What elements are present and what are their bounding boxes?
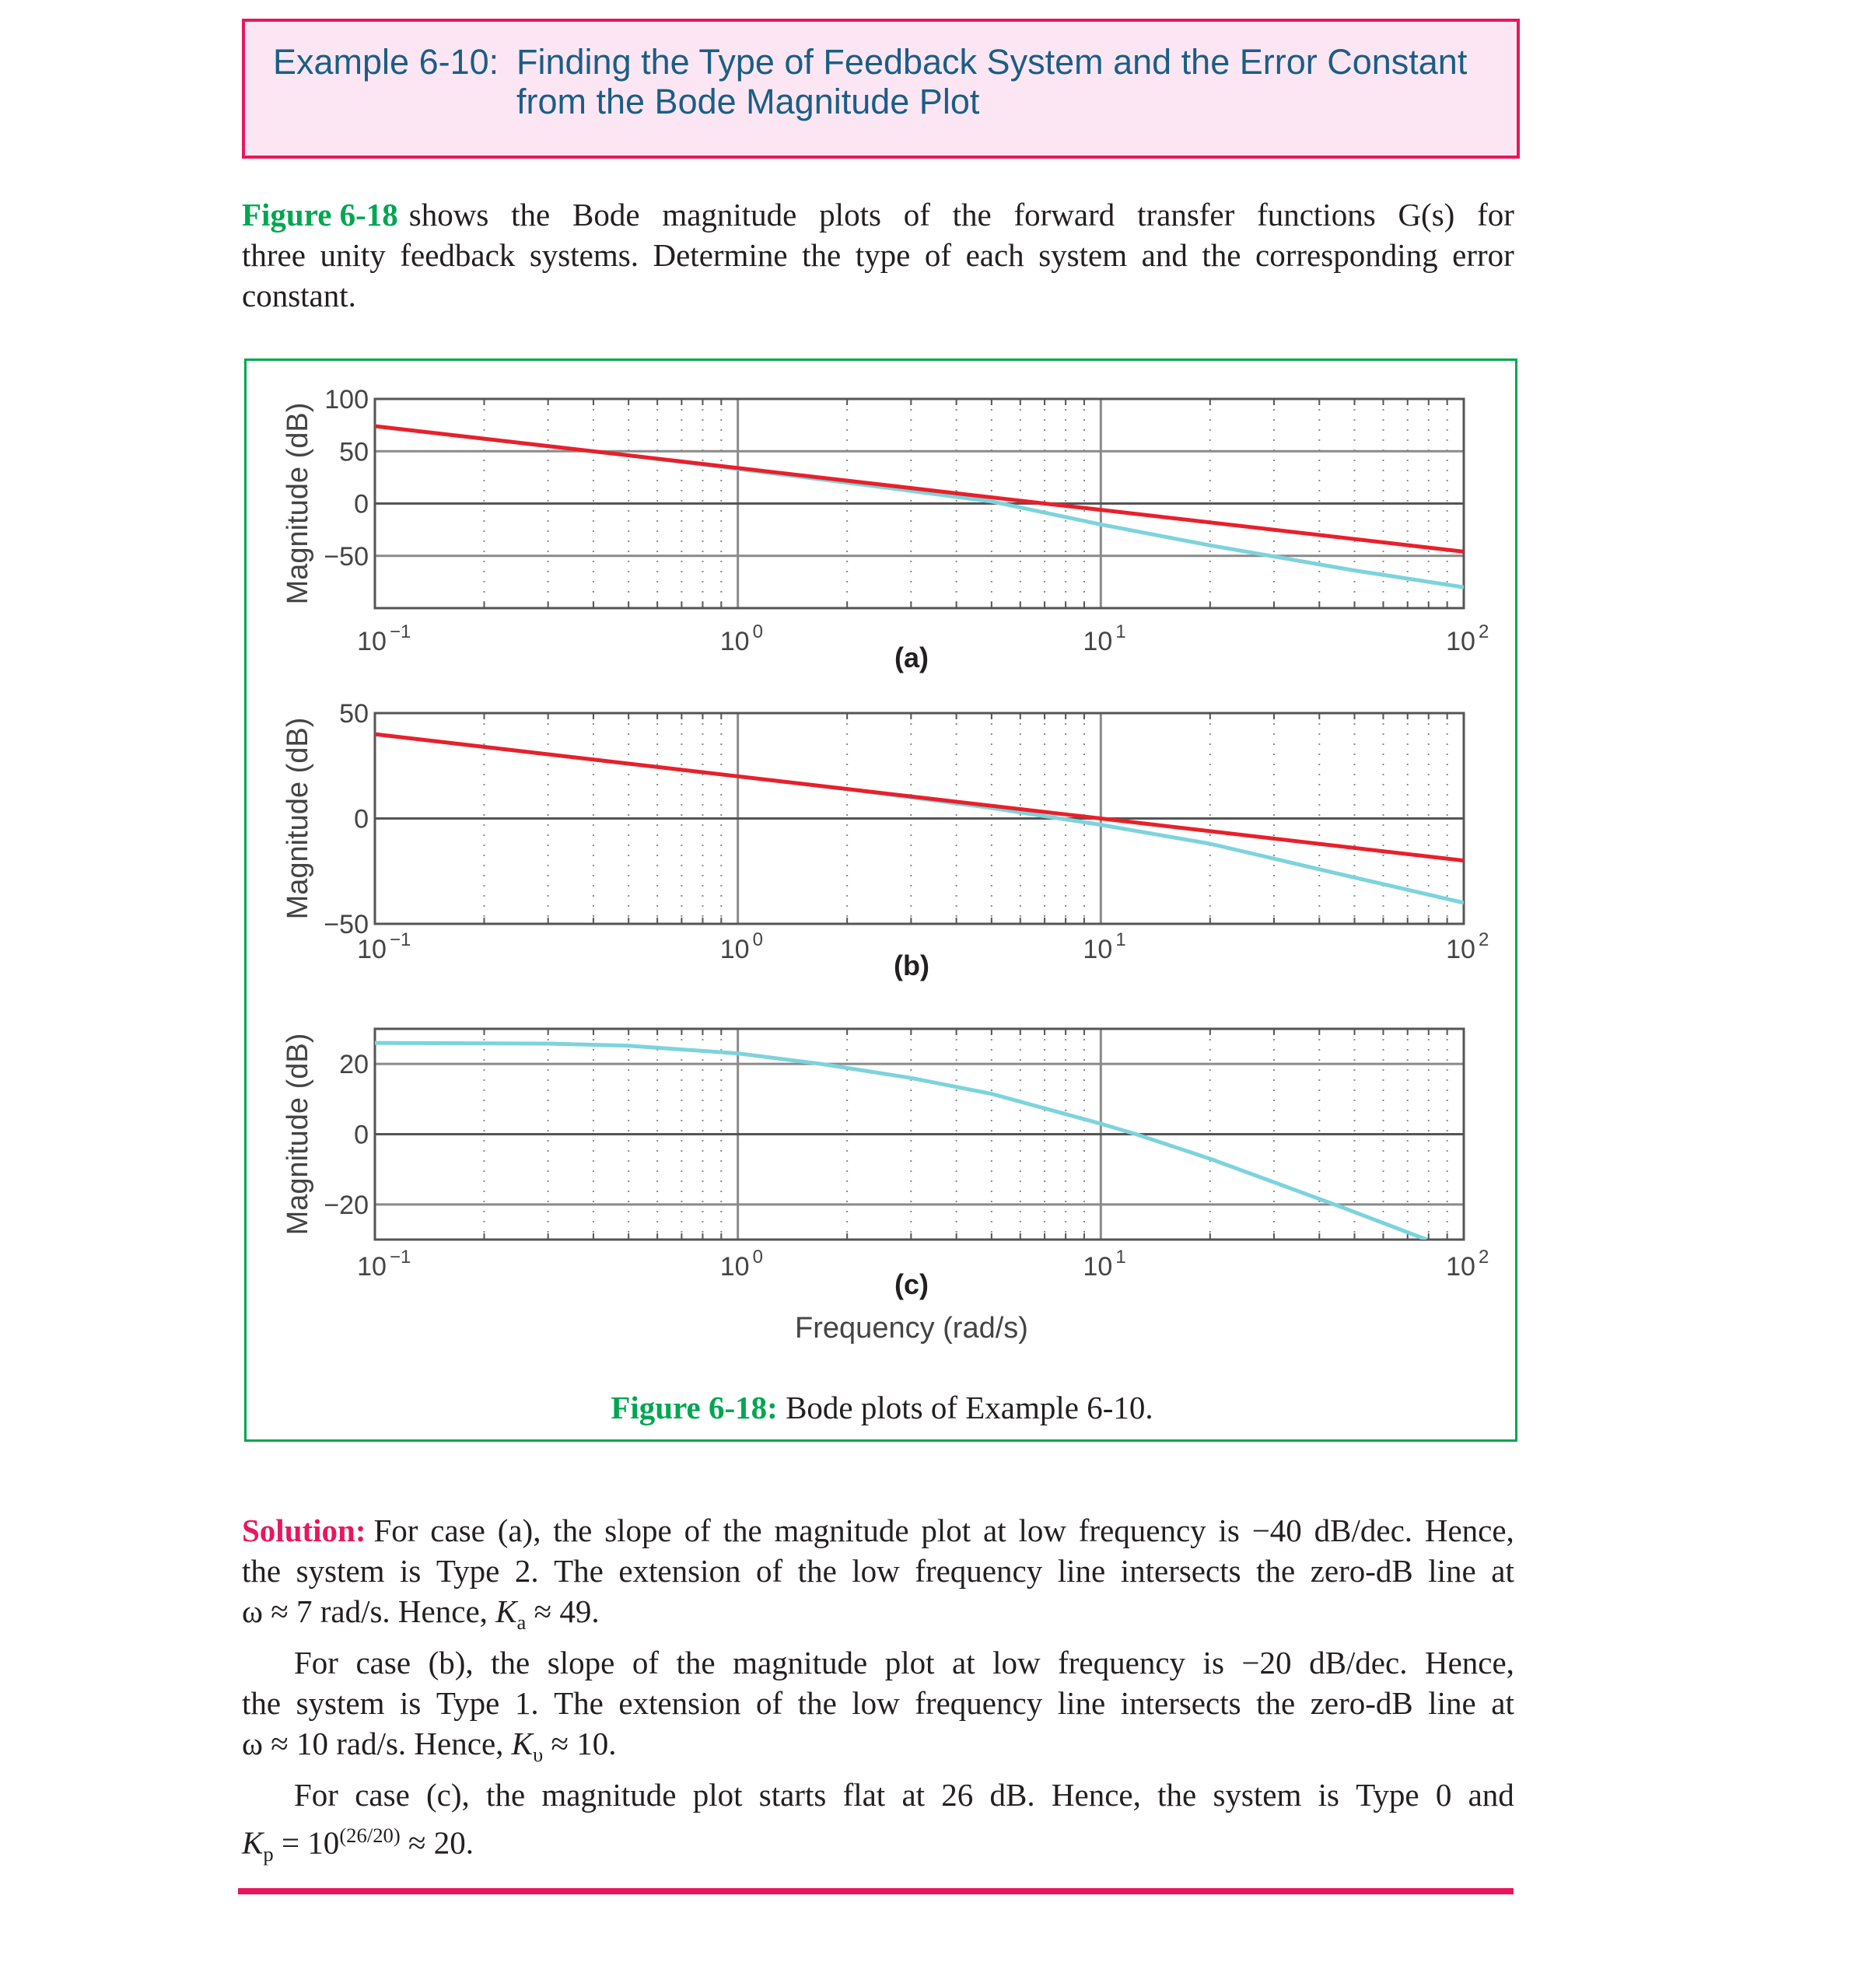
word: the bbox=[797, 1685, 837, 1722]
panel-label: (c) bbox=[894, 1268, 929, 1300]
solution-line-6 bbox=[242, 1723, 1514, 1775]
x-tick-exponent: 2 bbox=[1479, 929, 1489, 950]
word: plot bbox=[692, 1777, 743, 1813]
x-tick-exponent: 1 bbox=[1115, 621, 1126, 642]
word: the bbox=[676, 1645, 716, 1681]
x-tick-exponent: −1 bbox=[390, 1247, 411, 1268]
word: for bbox=[1477, 197, 1514, 233]
word: Type bbox=[436, 1553, 500, 1589]
word: is bbox=[400, 1685, 422, 1722]
x-tick-label: 10 bbox=[1446, 627, 1475, 656]
word: extension bbox=[618, 1685, 741, 1722]
word: extension bbox=[618, 1553, 741, 1589]
word: of bbox=[632, 1645, 659, 1681]
word: line bbox=[1057, 1553, 1106, 1589]
x-tick-label: 10 bbox=[719, 935, 750, 964]
x-tick-label: 10 bbox=[1083, 935, 1113, 964]
word: transfer bbox=[1137, 197, 1235, 233]
word: The bbox=[554, 1685, 604, 1722]
series-asymptote bbox=[375, 734, 1464, 861]
sol-l3-post: ≈ 49. bbox=[526, 1593, 600, 1629]
word: low bbox=[1018, 1513, 1066, 1548]
word: Type bbox=[1356, 1777, 1419, 1813]
y-tick-label: 0 bbox=[354, 1120, 369, 1150]
solution-label: Solution: bbox=[242, 1513, 366, 1548]
word: 2. bbox=[514, 1553, 539, 1589]
word: Bode bbox=[572, 197, 640, 233]
word: −20 bbox=[1241, 1645, 1292, 1681]
word: corresponding bbox=[1255, 237, 1438, 273]
bottom-rule bbox=[238, 1888, 1514, 1894]
y-tick-label: 100 bbox=[324, 385, 369, 414]
sol-l8-post: ≈ 20. bbox=[400, 1825, 474, 1862]
word: 0 bbox=[1435, 1777, 1452, 1813]
x-tick-label: 10 bbox=[1446, 1252, 1475, 1282]
panel-label: (a) bbox=[894, 642, 929, 673]
word: G(s) bbox=[1398, 197, 1455, 233]
word: low bbox=[852, 1553, 900, 1589]
word: each bbox=[965, 237, 1024, 273]
word: of bbox=[684, 1513, 711, 1548]
word: the bbox=[1256, 1553, 1296, 1589]
sol-l8-k: K bbox=[242, 1825, 264, 1862]
word: the bbox=[486, 1777, 526, 1813]
word: low bbox=[852, 1685, 900, 1722]
word: case bbox=[355, 1645, 411, 1681]
bode-plot-c bbox=[282, 1029, 1489, 1345]
word: the bbox=[797, 1553, 837, 1589]
word: system bbox=[296, 1685, 385, 1722]
solution-line-2 bbox=[242, 1551, 1514, 1591]
word: the bbox=[242, 1685, 282, 1722]
word: For bbox=[294, 1777, 338, 1813]
y-tick-label: −50 bbox=[324, 541, 369, 572]
word: is bbox=[1218, 1513, 1240, 1548]
x-axis-label: Frequency (rad/s) bbox=[795, 1312, 1028, 1345]
sol-l6-post: ≈ 10. bbox=[543, 1726, 617, 1762]
solution-line-1 bbox=[242, 1510, 1514, 1551]
solution-line-5 bbox=[242, 1683, 1514, 1723]
word: For bbox=[373, 1513, 418, 1548]
sol-l6-pre: ω ≈ 10 rad/s. Hence, bbox=[242, 1726, 512, 1762]
word: intersects bbox=[1120, 1553, 1241, 1589]
word: intersects bbox=[1120, 1685, 1241, 1722]
word: Type bbox=[436, 1685, 500, 1722]
word: zero-dB bbox=[1310, 1685, 1413, 1722]
intro-line-3: constant. bbox=[242, 278, 356, 313]
solution-paragraph bbox=[242, 1510, 1514, 1874]
solution-line-7 bbox=[242, 1775, 1514, 1815]
x-tick-label: 10 bbox=[357, 935, 387, 964]
sol-l8-sub: p bbox=[263, 1842, 274, 1866]
x-tick-exponent: 0 bbox=[752, 621, 764, 642]
sol-l3-k: K bbox=[495, 1593, 517, 1629]
word: frequency bbox=[1058, 1645, 1186, 1681]
word: slope bbox=[604, 1513, 672, 1548]
word: unity bbox=[320, 237, 386, 273]
figure-reference: Figure 6-18 bbox=[242, 197, 398, 233]
y-tick-label: 0 bbox=[354, 489, 369, 519]
word: shows bbox=[408, 197, 489, 233]
sol-l3-pre: ω ≈ 7 rad/s. Hence, bbox=[242, 1593, 496, 1629]
word: and bbox=[1141, 237, 1188, 273]
word: flat bbox=[842, 1777, 886, 1813]
x-tick-exponent: 1 bbox=[1115, 1247, 1126, 1268]
word: plot bbox=[921, 1513, 971, 1548]
word: magnitude bbox=[662, 197, 797, 233]
word: of bbox=[903, 197, 930, 233]
word: zero-dB bbox=[1310, 1553, 1413, 1589]
word: at bbox=[952, 1645, 975, 1681]
word: is bbox=[1202, 1645, 1224, 1681]
x-tick-label: 10 bbox=[1083, 1252, 1113, 1282]
example-title-line2: from the Bode Magnitude Plot bbox=[516, 82, 980, 121]
sol-l8-eq: = 10 bbox=[273, 1825, 340, 1862]
word: frequency bbox=[915, 1553, 1043, 1589]
word: and bbox=[1468, 1777, 1514, 1813]
word: line bbox=[1057, 1685, 1106, 1722]
word: frequency bbox=[1078, 1513, 1206, 1548]
word: the bbox=[553, 1513, 593, 1548]
word: line bbox=[1428, 1685, 1476, 1722]
word: dB/dec. bbox=[1314, 1513, 1413, 1548]
word: the bbox=[802, 237, 842, 273]
y-axis-label: Magnitude (dB) bbox=[282, 1033, 314, 1236]
x-tick-exponent: −1 bbox=[390, 929, 411, 950]
word: system bbox=[1038, 237, 1128, 273]
word: frequency bbox=[915, 1685, 1043, 1722]
word: three bbox=[242, 237, 306, 273]
word: system bbox=[296, 1553, 385, 1589]
caption-label: Figure 6-18: bbox=[611, 1390, 778, 1425]
word: systems. bbox=[529, 237, 639, 273]
x-tick-exponent: 2 bbox=[1479, 1247, 1489, 1268]
word: of bbox=[924, 237, 952, 273]
y-tick-label: 20 bbox=[339, 1050, 369, 1080]
word: the bbox=[242, 1553, 282, 1589]
word: (c), bbox=[426, 1777, 470, 1813]
solution-line-3 bbox=[242, 1591, 1514, 1642]
example-title-line1: Finding the Type of Feedback System and the Error Constant bbox=[516, 42, 1468, 82]
word: dB/dec. bbox=[1309, 1645, 1408, 1681]
x-tick-exponent: 0 bbox=[752, 929, 764, 950]
word: is bbox=[1318, 1777, 1339, 1813]
solution-line-4 bbox=[242, 1642, 1514, 1683]
word: is bbox=[400, 1553, 422, 1589]
word: of bbox=[756, 1685, 783, 1722]
word: −40 bbox=[1251, 1513, 1302, 1548]
x-tick-exponent: 0 bbox=[752, 1247, 764, 1268]
x-tick-label: 10 bbox=[357, 627, 387, 656]
y-tick-label: −20 bbox=[324, 1190, 369, 1220]
x-tick-exponent: 2 bbox=[1479, 621, 1489, 642]
x-tick-exponent: −1 bbox=[390, 621, 411, 642]
word: low bbox=[992, 1645, 1041, 1681]
x-tick-label: 10 bbox=[719, 1252, 750, 1282]
y-tick-label: 50 bbox=[339, 699, 369, 729]
word: Hence, bbox=[1051, 1777, 1141, 1813]
word: dB. bbox=[989, 1777, 1035, 1813]
word: Determine bbox=[653, 237, 788, 273]
word: plots bbox=[819, 197, 881, 233]
word: the bbox=[952, 197, 992, 233]
word: at bbox=[983, 1513, 1006, 1548]
word: The bbox=[554, 1553, 604, 1589]
word: 1. bbox=[514, 1685, 539, 1722]
word: type bbox=[855, 237, 911, 273]
y-tick-label: 50 bbox=[339, 437, 369, 467]
word: case bbox=[430, 1513, 485, 1548]
word: functions bbox=[1257, 197, 1376, 233]
panel-label: (b) bbox=[894, 950, 929, 981]
word: the bbox=[491, 1645, 530, 1681]
word: at bbox=[901, 1777, 926, 1813]
example-label: Example 6-10: bbox=[273, 42, 499, 82]
solution-line-1-text bbox=[374, 1510, 1515, 1551]
y-tick-label: −50 bbox=[324, 910, 369, 939]
word: 26 bbox=[941, 1777, 974, 1813]
solution-line-8 bbox=[242, 1815, 1514, 1874]
word: Hence, bbox=[1424, 1513, 1514, 1548]
bode-plot-b bbox=[282, 699, 1489, 981]
word: plot bbox=[884, 1645, 935, 1681]
x-tick-exponent: 1 bbox=[1115, 929, 1126, 950]
word: starts bbox=[758, 1777, 827, 1813]
word: the bbox=[1157, 1777, 1197, 1813]
sol-l3-sub: a bbox=[516, 1611, 527, 1635]
y-tick-label: 0 bbox=[354, 804, 369, 834]
sol-l6-sub: υ bbox=[533, 1743, 544, 1767]
word: case bbox=[355, 1777, 410, 1813]
sol-l8-sup: (26/20) bbox=[339, 1824, 401, 1848]
x-tick-label: 10 bbox=[1446, 935, 1475, 964]
series-asymptote bbox=[375, 426, 1464, 551]
y-axis-label: Magnitude (dB) bbox=[282, 717, 314, 920]
word: line bbox=[1428, 1553, 1476, 1589]
word: Hence, bbox=[1424, 1645, 1514, 1681]
x-tick-label: 10 bbox=[357, 1252, 387, 1282]
series-magnitude bbox=[375, 1043, 1426, 1240]
word: magnitude bbox=[541, 1777, 677, 1813]
word: magnitude bbox=[774, 1513, 909, 1548]
word: feedback bbox=[400, 237, 516, 273]
word: (a), bbox=[497, 1513, 541, 1548]
figure-caption bbox=[0, 1389, 1764, 1426]
word: forward bbox=[1013, 197, 1115, 233]
bode-plot-a bbox=[282, 385, 1489, 673]
word: the bbox=[1202, 237, 1241, 273]
word: slope bbox=[547, 1645, 615, 1681]
word: error bbox=[1452, 237, 1514, 273]
word: For bbox=[294, 1645, 338, 1681]
word: at bbox=[1491, 1553, 1514, 1589]
word: of bbox=[756, 1553, 783, 1589]
word: magnitude bbox=[733, 1645, 868, 1681]
sol-l6-k: K bbox=[511, 1726, 533, 1762]
x-tick-label: 10 bbox=[1083, 627, 1113, 656]
caption-text: Bode plots of Example 6-10. bbox=[786, 1390, 1153, 1425]
word: system bbox=[1213, 1777, 1302, 1813]
y-axis-label: Magnitude (dB) bbox=[282, 402, 314, 605]
word: the bbox=[1256, 1685, 1296, 1722]
word: at bbox=[1491, 1685, 1514, 1722]
word: (b), bbox=[428, 1645, 474, 1681]
word: the bbox=[723, 1513, 762, 1548]
x-tick-label: 10 bbox=[719, 627, 750, 656]
word: the bbox=[511, 197, 551, 233]
